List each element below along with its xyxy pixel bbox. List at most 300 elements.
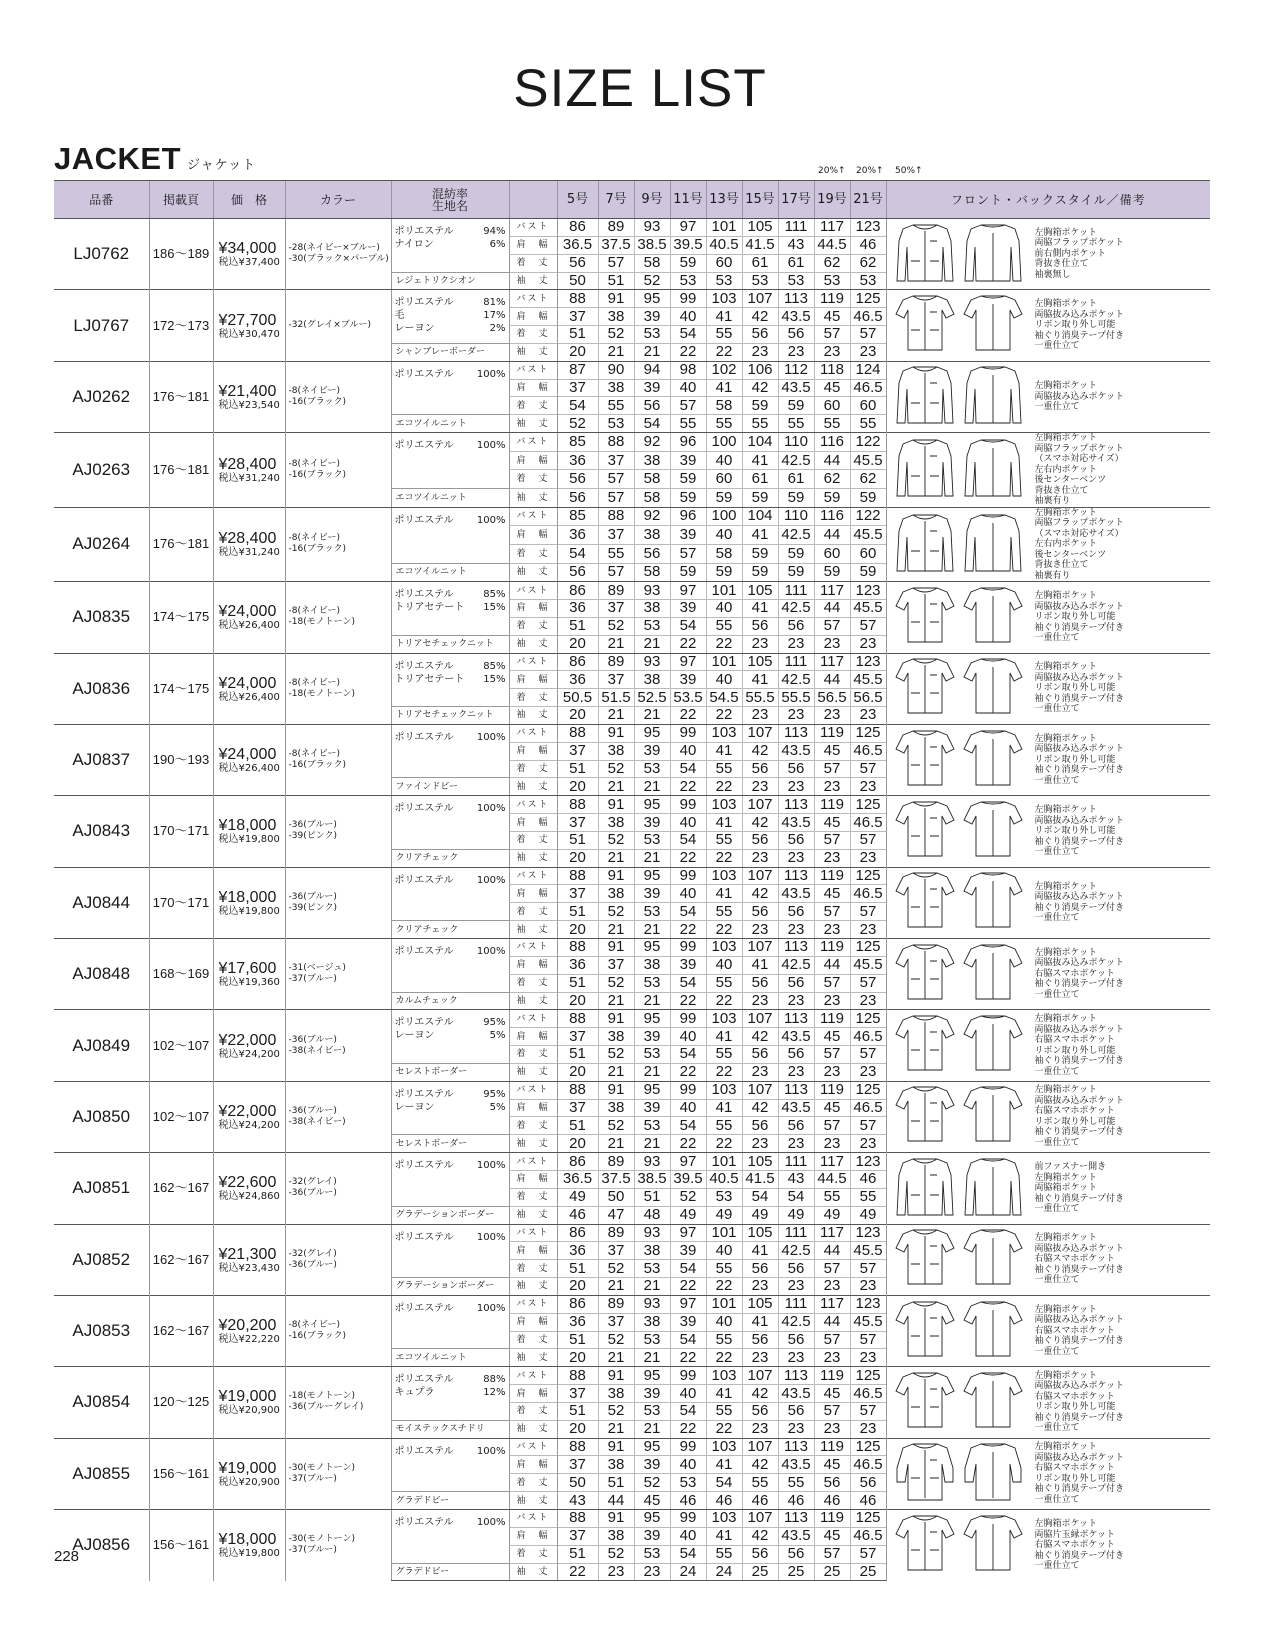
style-notes-cell [886, 507, 1210, 582]
size-value: 49 [778, 1206, 814, 1224]
size-value: 51.5 [598, 689, 634, 707]
measure-label: 袖 丈 [509, 1206, 557, 1224]
blend-cell [391, 290, 509, 344]
size-value: 103 [706, 867, 742, 885]
size-value: 38.5 [634, 236, 670, 254]
size-value: 23 [850, 921, 886, 939]
size-value: 103 [706, 1367, 742, 1385]
style-note: リボン取り外し可能 [1034, 754, 1116, 765]
size-value: 25 [850, 1563, 886, 1581]
size-value: 99 [670, 1367, 706, 1385]
size-value: 20 [557, 1420, 598, 1438]
size-value: 21 [598, 343, 634, 361]
color-option: -36(ブルー) [288, 820, 337, 831]
size-value: 54 [670, 1402, 706, 1420]
catalog-pages: 190〜193 [149, 724, 213, 795]
size-value: 55 [706, 974, 742, 992]
color-option: -38(ネイビー) [288, 1116, 346, 1127]
jacket-sketch-icon [893, 1155, 1025, 1219]
size-value: 56 [778, 1331, 814, 1349]
fabric-name: エコツイルニット [391, 489, 509, 508]
style-note: 両脇フラップポケット [1034, 443, 1124, 454]
size-value: 105 [742, 1224, 778, 1242]
price-tax-included: 税込¥20,900 [218, 1476, 280, 1488]
measure-label: バスト [509, 939, 557, 957]
size-value: 42 [742, 885, 778, 903]
style-note: 右脇スマホポケット [1034, 1106, 1115, 1117]
size-value: 57 [850, 831, 886, 849]
catalog-pages: 172〜173 [149, 290, 213, 361]
size-value: 36 [557, 526, 598, 545]
blend-line [395, 1373, 506, 1386]
measure-label: 袖 丈 [509, 1492, 557, 1510]
size-value: 57 [814, 1331, 850, 1349]
style-note: 袖ぐり消臭テープ付き [1034, 1336, 1125, 1347]
size-value: 37 [557, 742, 598, 760]
style-note: 両脇抜み込みポケット [1034, 1452, 1125, 1463]
size-value: 23 [814, 778, 850, 796]
size-value: 113 [778, 1438, 814, 1456]
measure-label: 着 丈 [509, 1117, 557, 1135]
style-note: 一重仕立て [1034, 1423, 1080, 1434]
size-value: 52 [634, 272, 670, 290]
size-value: 37 [557, 379, 598, 397]
style-notes [1025, 1162, 1211, 1215]
price-cell [213, 1510, 285, 1581]
catalog-pages: 156〜161 [149, 1510, 213, 1581]
style-note: 両脇抜み込みポケット [1034, 672, 1125, 683]
size-value: 59 [706, 563, 742, 582]
blend-percent: 85% [483, 589, 506, 601]
size-value: 93 [634, 653, 670, 671]
style-note: 袖ぐり消臭テープ付き [1034, 979, 1125, 990]
size-value: 57 [598, 563, 634, 582]
size-value: 40 [670, 814, 706, 832]
size-value: 20 [557, 635, 598, 653]
price-tax-included: 税込¥37,400 [218, 257, 280, 269]
blend-cell [391, 1295, 509, 1349]
size-value: 55 [742, 1474, 778, 1492]
size-value: 53.5 [670, 689, 706, 707]
price: ¥34,000 [218, 240, 277, 258]
size-value: 36.5 [557, 236, 598, 254]
style-note: 両脇フラップポケット [1034, 238, 1124, 249]
size-value: 22 [670, 778, 706, 796]
style-note: 左胸箱ポケット [1034, 1370, 1098, 1381]
blend-material: ポリエステル [394, 1088, 454, 1100]
size-value: 62 [850, 254, 886, 272]
style-note: 左胸箱ポケット [1034, 1304, 1098, 1315]
jacket-sketch-icon [893, 1512, 1025, 1576]
size-value: 57 [814, 1117, 850, 1135]
style-notes-cell [886, 582, 1210, 653]
size-value: 43.5 [778, 379, 814, 397]
header-color: カラー [285, 181, 391, 219]
size-value: 113 [778, 1510, 814, 1528]
style-note: 袖ぐり消臭テープ付き [1034, 330, 1125, 341]
price-tax-included: 税込¥26,400 [218, 691, 280, 703]
size-value: 55 [706, 831, 742, 849]
style-note: リボン取り外し可能 [1034, 1045, 1116, 1056]
size-value: 57 [850, 617, 886, 635]
size-value: 23 [742, 992, 778, 1010]
size-value: 21 [634, 1135, 670, 1153]
size-value: 56 [742, 617, 778, 635]
size-value: 55 [706, 1545, 742, 1563]
catalog-pages: 168〜169 [149, 939, 213, 1010]
size-value: 43 [778, 1170, 814, 1188]
blend-percent: 100% [476, 1302, 506, 1314]
style-sketch [893, 1155, 1025, 1222]
size-value: 40 [706, 1242, 742, 1260]
size-value: 95 [634, 867, 670, 885]
size-value: 23 [850, 778, 886, 796]
size-value: 23 [742, 635, 778, 653]
size-value: 95 [634, 939, 670, 957]
size-value: 23 [742, 921, 778, 939]
size-value: 44 [814, 526, 850, 545]
style-note: 両脇抜み込みポケット [1034, 1315, 1125, 1326]
style-note: 右脇スマホポケット [1034, 1540, 1115, 1551]
product-row [54, 796, 1210, 814]
fabric-name: グラデドビー [391, 1563, 509, 1581]
price-tax-included: 税込¥31,240 [218, 547, 280, 559]
size-value: 56 [742, 326, 778, 344]
product-row [54, 582, 1210, 600]
size-value: 41 [742, 599, 778, 617]
extra-size-note-21: 50%↑ [895, 166, 923, 176]
size-value: 51 [598, 1474, 634, 1492]
product-code: AJ0848 [54, 939, 149, 1010]
size-value: 125 [850, 796, 886, 814]
size-value: 93 [634, 1153, 670, 1171]
size-value: 21 [598, 778, 634, 796]
catalog-pages: 174〜175 [149, 653, 213, 724]
size-value: 36 [557, 671, 598, 689]
size-value: 91 [598, 1438, 634, 1456]
color-option: -32(グレイ×ブルー) [288, 320, 371, 331]
size-value: 61 [778, 254, 814, 272]
size-value: 37 [598, 599, 634, 617]
catalog-pages: 174〜175 [149, 582, 213, 653]
size-value: 125 [850, 290, 886, 308]
size-value: 41.5 [742, 236, 778, 254]
measure-label: 着 丈 [509, 544, 557, 563]
size-value: 59 [778, 489, 814, 508]
color-cell [285, 1510, 391, 1581]
size-value: 50 [598, 1188, 634, 1206]
price-cell [213, 1153, 285, 1224]
price-cell [213, 653, 285, 724]
size-value: 38 [598, 1385, 634, 1403]
size-value: 45.5 [850, 526, 886, 545]
color-option: -18(モノトーン) [288, 688, 355, 699]
measure-label: バスト [509, 1367, 557, 1385]
header-price: 価 格 [213, 181, 285, 219]
size-value: 99 [670, 939, 706, 957]
size-value: 62 [814, 254, 850, 272]
size-value: 57 [850, 1545, 886, 1563]
size-value: 123 [850, 582, 886, 600]
size-value: 49 [670, 1206, 706, 1224]
product-row [54, 939, 1210, 957]
blend-material: キュプラ [394, 1387, 435, 1399]
style-wrap [887, 1010, 1211, 1080]
size-value: 54 [742, 1188, 778, 1206]
blend-cell [391, 507, 509, 563]
size-value: 23 [850, 707, 886, 725]
measure-label: 着 丈 [509, 1188, 557, 1206]
size-value: 101 [706, 219, 742, 237]
size-value: 24 [706, 1563, 742, 1581]
size-value: 56 [742, 760, 778, 778]
jacket-sketch-icon [893, 221, 1025, 285]
size-value: 55 [814, 415, 850, 433]
style-wrap [887, 582, 1211, 652]
color-option: -36(ブルー) [288, 1259, 337, 1270]
catalog-pages: 120〜125 [149, 1367, 213, 1438]
size-value: 60 [814, 544, 850, 563]
size-value: 38 [634, 526, 670, 545]
size-value: 93 [634, 1224, 670, 1242]
blend-percent: 100% [476, 440, 506, 452]
fabric-name: セレストボーダー [391, 1135, 509, 1153]
style-notes-cell [886, 867, 1210, 938]
blend-line [395, 1516, 506, 1529]
size-value: 93 [634, 582, 670, 600]
price: ¥18,000 [218, 888, 277, 906]
blend-cell [391, 361, 509, 415]
product-row [54, 653, 1210, 671]
style-note: 一重仕立て [1034, 1137, 1080, 1148]
style-note: 左胸箱ポケット [1034, 1233, 1098, 1244]
page-title: SIZE LIST [513, 59, 767, 118]
size-value: 91 [598, 867, 634, 885]
size-value: 54.5 [706, 689, 742, 707]
blend-line [395, 601, 506, 614]
blend-line [395, 673, 506, 686]
size-value: 56 [742, 1260, 778, 1278]
size-value: 61 [742, 470, 778, 489]
size-value: 53 [706, 272, 742, 290]
size-value: 52 [598, 1117, 634, 1135]
size-value: 105 [742, 1295, 778, 1313]
size-value: 44.5 [814, 1170, 850, 1188]
color-cell [285, 507, 391, 582]
blend-line [395, 660, 506, 673]
style-note: 袖ぐり消臭テープ付き [1034, 1484, 1125, 1495]
size-value: 21 [598, 921, 634, 939]
blend-percent: 6% [489, 239, 506, 250]
size-value: 38 [634, 1313, 670, 1331]
size-value: 54 [670, 974, 706, 992]
measure-label: 着 丈 [509, 1402, 557, 1420]
size-value: 119 [814, 1367, 850, 1385]
size-value: 20 [557, 849, 598, 867]
size-value: 44 [598, 1492, 634, 1510]
catalog-pages: 176〜181 [149, 433, 213, 508]
size-value: 56 [742, 903, 778, 921]
size-value: 42 [742, 1028, 778, 1046]
header-size: 17号 [778, 181, 814, 219]
measure-label: バスト [509, 290, 557, 308]
size-value: 22 [706, 707, 742, 725]
header-code: 品番 [54, 181, 149, 219]
size-value: 59 [814, 489, 850, 508]
size-value: 23 [814, 849, 850, 867]
size-value: 42 [742, 814, 778, 832]
product-code: AJ0262 [54, 361, 149, 432]
size-value: 56 [814, 1474, 850, 1492]
size-value: 22 [706, 778, 742, 796]
size-value: 39 [634, 308, 670, 326]
blend-cell [391, 1510, 509, 1564]
size-value: 38 [598, 742, 634, 760]
size-value: 95 [634, 1010, 670, 1028]
size-value: 113 [778, 724, 814, 742]
size-value: 53 [742, 272, 778, 290]
product-row [54, 219, 1210, 237]
price: ¥27,700 [218, 311, 277, 329]
size-value: 55 [670, 415, 706, 433]
size-value: 104 [742, 507, 778, 526]
style-notes [1025, 228, 1211, 281]
style-wrap [887, 939, 1211, 1009]
size-value: 40.5 [706, 236, 742, 254]
color-option: -8(ネイビー) [288, 749, 340, 760]
style-note: 左胸箱ポケット [1034, 805, 1098, 816]
color-option: -16(ブラック) [288, 760, 347, 771]
size-value: 37 [598, 1242, 634, 1260]
size-value: 42.5 [778, 1242, 814, 1260]
header-size: 21号 [850, 181, 886, 219]
size-value: 46 [706, 1492, 742, 1510]
header-size: 15号 [742, 181, 778, 219]
size-value: 51 [557, 1331, 598, 1349]
style-note: 両脇抜み込みポケット [1034, 391, 1125, 402]
style-sketch [893, 869, 1025, 936]
size-value: 51 [557, 1545, 598, 1563]
style-note: 袖ぐり消臭テープ付き [1034, 1056, 1125, 1067]
size-value: 99 [670, 867, 706, 885]
size-value: 56 [778, 326, 814, 344]
style-wrap [887, 219, 1211, 289]
size-value: 122 [850, 433, 886, 452]
style-sketch [893, 941, 1025, 1008]
size-value: 97 [670, 582, 706, 600]
style-note: 両脇箱ポケット [1034, 1183, 1098, 1194]
size-value: 25 [814, 1563, 850, 1581]
blend-material: ポリエステル [394, 731, 454, 743]
style-note: 袖ぐり消臭テープ付き [1034, 1193, 1125, 1204]
style-sketch [893, 1012, 1025, 1079]
color-option: -8(ネイビー) [288, 385, 340, 396]
size-value: 38 [598, 885, 634, 903]
size-value: 57 [850, 903, 886, 921]
style-notes-cell [886, 1153, 1210, 1224]
price-tax-included: 税込¥24,200 [218, 1048, 280, 1060]
size-value: 23 [850, 849, 886, 867]
size-value: 55 [706, 1046, 742, 1064]
blend-line [395, 368, 506, 381]
size-value: 55.5 [742, 689, 778, 707]
measure-label: 着 丈 [509, 760, 557, 778]
size-value: 59 [670, 470, 706, 489]
size-value: 91 [598, 939, 634, 957]
size-value: 37 [557, 885, 598, 903]
product-row [54, 433, 1210, 452]
size-value: 22 [706, 1063, 742, 1081]
size-value: 107 [742, 1438, 778, 1456]
color-option: -30(モノトーン) [288, 1462, 355, 1473]
size-value: 119 [814, 1438, 850, 1456]
size-value: 52 [598, 1046, 634, 1064]
style-notes [1025, 299, 1211, 352]
size-value: 56 [742, 974, 778, 992]
size-value: 57 [814, 903, 850, 921]
size-value: 54 [670, 1046, 706, 1064]
section-heading [54, 141, 256, 177]
style-note: 一重仕立て [1034, 1494, 1080, 1505]
size-value: 23 [742, 707, 778, 725]
size-value: 43.5 [778, 1028, 814, 1046]
catalog-pages: 102〜107 [149, 1081, 213, 1152]
color-option: -16(ブラック) [288, 396, 347, 407]
size-value: 85 [557, 507, 598, 526]
size-value: 125 [850, 1438, 886, 1456]
size-value: 57 [814, 831, 850, 849]
size-value: 107 [742, 939, 778, 957]
size-value: 37 [598, 956, 634, 974]
size-value: 89 [598, 1224, 634, 1242]
size-value: 53 [670, 1474, 706, 1492]
size-value: 54 [778, 1188, 814, 1206]
size-value: 46.5 [850, 1527, 886, 1545]
size-value: 21 [634, 635, 670, 653]
color-option: -8(ネイビー) [288, 1320, 340, 1331]
size-value: 45 [814, 1456, 850, 1474]
measure-label: 肩 幅 [509, 814, 557, 832]
size-value: 95 [634, 796, 670, 814]
blend-material: トリアセテート [394, 602, 465, 614]
product-row [54, 507, 1210, 526]
size-value: 42.5 [778, 1313, 814, 1331]
size-value: 57 [598, 470, 634, 489]
header-mix [391, 181, 509, 219]
size-value: 45 [814, 1099, 850, 1117]
style-note: リボン取り外し可能 [1034, 826, 1116, 837]
size-value: 23 [778, 635, 814, 653]
size-value: 88 [557, 796, 598, 814]
style-sketch [893, 655, 1025, 722]
size-value: 58 [634, 470, 670, 489]
size-value: 93 [634, 219, 670, 237]
measure-label: バスト [509, 724, 557, 742]
price-cell [213, 1367, 285, 1438]
measure-label: 袖 丈 [509, 849, 557, 867]
price-cell [213, 219, 285, 290]
size-value: 122 [850, 507, 886, 526]
size-value: 56 [557, 563, 598, 582]
size-value: 21 [634, 707, 670, 725]
size-value: 88 [557, 1367, 598, 1385]
blend-line [395, 225, 506, 238]
size-value: 56 [557, 489, 598, 508]
style-note: 左胸箱ポケット [1034, 299, 1098, 310]
size-value: 46 [742, 1492, 778, 1510]
measure-label: 肩 幅 [509, 1028, 557, 1046]
style-notes-cell [886, 1081, 1210, 1152]
